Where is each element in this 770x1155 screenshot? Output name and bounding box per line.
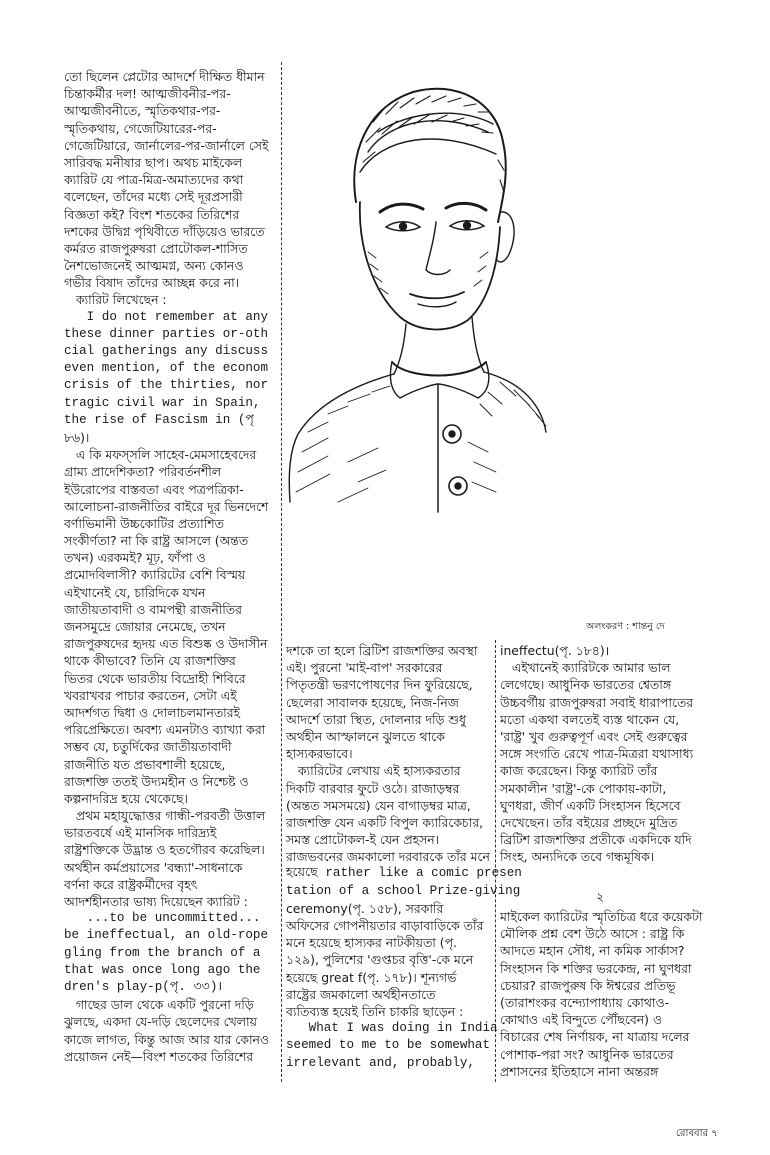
text-line: মনে হয়েছে হাস্যকর নাটকীয়তা (পৃ. (286, 935, 457, 951)
text-line: পরিপ্রেক্ষিতে। অবশ্য এমনটাও ব্যাখ্যা করা (64, 722, 266, 738)
text-line: tragic civil war in Spain, (64, 395, 261, 410)
text-line: রাজপুরুষদের হৃদয় এত বিশুষ্ক ও উদাসীন (64, 636, 268, 652)
text-line: গ্রাম্য প্রাদেশিকতা? পরিবর্তনশীল (64, 464, 222, 480)
text-line: এ কি মফস্সলি সাহেব-মেমসাহেবদের (64, 447, 257, 463)
text-line: ভিতর থেকে ভারতীয় বিদ্রোহী শিবিরে (64, 670, 246, 686)
text-line: প্রশাসনের ইতিহাসে নানা অন্তরঙ্গ (500, 1063, 659, 1079)
text-line: ঝুলছে, একদা যে-দড়ি ছেলেদের খেলায় (64, 1014, 257, 1030)
illustration-credit: অলংকরণ : শান্তনু দে (586, 621, 665, 632)
text-line: the rise of Fascism in (পৃ (64, 412, 254, 427)
text-line: রাজশক্তি ততই উদ্যমহীন ও নিশ্চেষ্ট ও (64, 773, 249, 789)
text-line: হয়েছে great f(পৃ. ১৭৮)। শূন্যগর্ভ (286, 969, 457, 985)
page-folio: রোববার ৭ (676, 1128, 718, 1139)
text-line: সম্ভব যে, চতুর্দিকের জাতীয়তাবাদী (64, 739, 232, 755)
text-line: সিংহাসন কি শক্তির ভরকেন্দ্র, না ঘুণধরা (500, 960, 692, 976)
text-line: দশকে তা হলে ব্রিটিশ রাজশক্তির অবস্থা (286, 643, 478, 658)
text-line: ...to be uncommitted... (64, 911, 261, 926)
text-line: বর্ণনা করে রাষ্ট্রকর্মীদের বৃহৎ (64, 876, 198, 892)
text-line: আদর্শে তারা স্থিত, দোলনার দড়ি শুধু (286, 711, 466, 727)
text-line: ছেলেরা সাবালক হয়েছে, নিজ-নিজ (286, 694, 459, 710)
text-line: রাজভবনের জমকালো দরবারকে তাঁর মনে (286, 849, 490, 865)
text-line: ভারতবর্ষে এই মানসিক দারিদ্র্যই (64, 825, 217, 841)
text-line: হয়েছে rather like a comic presen (286, 866, 522, 881)
text-line: সঙ্গে সংগতি রেখে পাত্র-মিত্ররা যথাসাধ্য (500, 746, 694, 762)
text-line: gling from the branch of a (64, 945, 261, 960)
text-line: (অন্তত সমসময়ে) যেন বাগাড়ম্বর মাত্র, (286, 797, 471, 813)
text-column-right-top (500, 642, 706, 868)
text-line: অফিসের গোপনীয়তার বাড়াবাড়িকে তাঁর (286, 918, 484, 933)
text-line: তখন) এরকমই? মূঢ়, ফাঁপা ও (64, 550, 206, 566)
text-line: these dinner parties or-oth (64, 326, 269, 341)
text-line: থাকে কীভাবে? তিনি যে রাজশক্তির (64, 653, 236, 669)
text-line: গাছের ডাল থেকে একটি পুরনো দড়ি (64, 997, 254, 1013)
text-line: গভীর বিষাদ তাঁদের আচ্ছন্ন করে না। (64, 275, 240, 291)
text-line: কল্পনাদরিদ্র হয়ে থেকেছে। (64, 790, 188, 806)
text-line: চিন্তাকর্মীর দল! আত্মজীবনীর-পর- (64, 86, 231, 102)
text-line: রাজশক্তি যেন একটি বিপুল ক্যারিকেচার, (286, 814, 484, 830)
text-line: ১২৯), পুলিশের 'গুপ্তচর বৃত্তি'-কে মনে (286, 952, 474, 968)
text-line: ঘুণধরা, জীর্ণ একটি সিংহাসন হিসেবে (500, 797, 681, 813)
text-column-right-bottom (500, 908, 706, 1084)
text-line: even mention, of the econom (64, 361, 269, 376)
text-line: (তারাশংকর বন্দ্যোপাধ্যায় কোথাও- (500, 994, 670, 1010)
text-line: ক্যারিট যে পাত্র-মিত্র-অমাত্যদের কথা (64, 172, 244, 188)
text-line: এই। পুরনো 'মাই-বাপ' সরকারের (286, 660, 443, 676)
text-line: ৮৬)। (64, 429, 90, 445)
text-line: দশকের উদ্বিগ্ন পৃথিবীতে দাঁড়িয়েও ভারতে (64, 223, 265, 239)
text-line: পিতৃতন্ত্রী ভরণপোষণের দিন ফুরিয়েছে, (286, 677, 473, 693)
text-line: জাতীয়তাবাদী ও বামপন্থী রাজনীতির (64, 601, 242, 617)
text-line: ইউরোপের বাস্তবতা এবং পত্রপত্রিকা- (64, 481, 244, 497)
text-line: উচ্চবর্গীয় রাজপুরুষরা সবাই ধারাপাতের (500, 694, 694, 710)
text-line: I do not remember at any (64, 309, 269, 324)
text-line: ব্যতিব্যস্ত হয়েই তিনি চাকরি ছাড়েন : (286, 1003, 464, 1019)
text-line: প্রথম মহাযুদ্ধোত্তর গান্ধী-পরবর্তী উত্তাল (64, 808, 266, 824)
text-line: মাইকেল ক্যারিটের স্মৃতিচিত্র ধরে কয়েকটা (500, 909, 703, 924)
text-line: অর্থহীন কর্মপ্রয়াসের 'বন্ধ্যা'-সাধনাকে (64, 859, 243, 875)
text-line: কাজে লাগত, কিন্তু আজ আর যার কোনও (64, 1031, 270, 1047)
text-line: রাষ্ট্রের জমকালো অর্থহীনতাতে (286, 986, 436, 1002)
text-line: ineffectu(পৃ. ১৮৪)। (500, 643, 610, 658)
text-line: ক্যারিট লিখেছেন : (64, 292, 167, 308)
text-line: রাষ্ট্রশক্তিকে উদ্ভ্রান্ত ও হতগৌরব করেছিল। (64, 842, 265, 858)
text-line: কর্মরত রাজপুরুষরা প্রোটোকল-শাসিত (64, 240, 248, 256)
text-line: হাস্যকরভাবে। (286, 746, 353, 762)
text-line: খবরাখবর পাচার করতেন, সেটা এই (64, 687, 237, 703)
text-line: dren's play-p(পৃ. ৩৩)। (64, 979, 223, 994)
text-line: দেখেছেন। তাঁর বইয়ের প্রচ্ছদে মুদ্রিত (500, 814, 678, 830)
portrait-illustration (288, 62, 548, 512)
text-line: seemed to me to be somewhat (286, 1038, 491, 1053)
text-line: সারিবদ্ধ মনীষার ছাপ। অথচ মাইকেল (64, 154, 243, 170)
text-line: কোথাও এই বিন্দুতে পৌঁছবেন) ও (500, 1012, 663, 1028)
text-line: সংকীর্ণতা? না কি রাষ্ট্র আসলে (অন্তত (64, 533, 249, 549)
text-line: ক্যারিটের লেখায় এই হাস্যকরতার (286, 763, 461, 779)
text-line: আদতে মহান সৌধ, না কমিক সার্কাস? (500, 943, 685, 959)
text-line: সমকালীন 'রাষ্ট্র'-কে পোকায়-কাটা, (500, 780, 667, 796)
text-line: প্রমোদবিলাসী? ক্যারিটের বেশি বিস্ময় (64, 567, 246, 583)
text-line: crisis of the thirties, nor (64, 378, 269, 393)
text-line: অর্থহীন আস্ফালনে ঝুলতে থাকে (286, 728, 445, 744)
text-line: নৈশভোজনেই আত্মমগ্ন, অন্য কোনও (64, 258, 244, 274)
text-line: আদর্শহীনতার ভাষ্য দিয়েছেন ক্যারিট : (64, 894, 248, 909)
text-line: বিচারের শেষ নির্ণায়ক, না যাত্রায় দলের (500, 1029, 690, 1045)
text-line: that was once long ago the (64, 962, 261, 977)
text-line: 'রাষ্ট্র' খুব গুরুত্বপূর্ণ এবং সেই গুরুত্বের (500, 728, 688, 744)
text-line: মৌলিক প্রশ্ন বেশ উঠে আসে : রাষ্ট্র কি (500, 926, 685, 942)
text-line: বর্ণাভিমানী উচ্চকোটির প্রত্যাশিত (64, 515, 224, 531)
text-line: বিজ্ঞতা কই? বিংশ শতকের তিরিশের (64, 206, 240, 222)
text-line: সমস্ত প্রোটোকল-ই যেন প্রহসন। (286, 832, 440, 848)
text-line: লেগেছে। আধুনিক ভারতের শ্বেতাঙ্গ (500, 677, 672, 693)
text-line: পোশাক-পরা সং? আধুনিক ভারতের (500, 1046, 674, 1062)
text-line: সিংহ, অন্যদিকে তবে গন্ধমূষিক। (500, 849, 655, 865)
text-line: চেয়ার? রাজপুরুষ কি ঈশ্বরের প্রতিভূ (500, 977, 676, 993)
section-number: ২ (596, 889, 605, 904)
text-line: be ineffectual, an old-rope (64, 928, 269, 943)
text-line: বলেছেন, তাঁদের মধ্যে সেই দূরপ্রসারী (64, 189, 243, 205)
text-line: tation of a school Prize-giving (286, 883, 521, 898)
text-line: irrelevant and, probably, (286, 1055, 475, 1070)
text-line: গেজেটিয়ারে, জার্নালের-পর-জার্নালে সেই (64, 137, 269, 153)
text-line: প্রয়োজন নেই—বিংশ শতকের তিরিশের (64, 1048, 254, 1064)
text-line: দিকটি বারবার ফুটে ওঠে। রাজাড়ম্বর (286, 780, 460, 796)
text-line: আলোচনা-রাজনীতির বাইরে দূর ভিনদেশে (64, 498, 269, 514)
text-line: এইখানেই যে, চারিদিকে যখন (64, 584, 206, 600)
column-rule-left (281, 62, 282, 1082)
text-line: স্মৃতিকথায়, গেজেটিয়ারের-পর- (64, 120, 217, 136)
column-rule-middle (495, 640, 496, 1082)
text-line: ব্রিটিশ রাজশক্তির প্রতীকে একদিকে যদি (500, 832, 692, 848)
text-line: তো ছিলেন প্লেটোর আদর্শে দীক্ষিত ধীমান (64, 69, 265, 84)
text-line: মতো একথা বলতেই ব্যস্ত থাকেন যে, (500, 711, 680, 727)
text-column-left (64, 68, 280, 1084)
text-line: রাজনীতি যত প্রভাবশালী হয়েছে, (64, 756, 226, 772)
text-line: জনসমুদ্রে জোয়ার নেমেছে, তখন (64, 619, 226, 634)
text-line: এইখানেই ক্যারিটকে আমার ভাল (500, 660, 671, 676)
text-column-middle (286, 642, 522, 1082)
text-line: ceremony(পৃ. ১৫৮), সরকারি (286, 900, 444, 916)
text-line: cial gatherings any discuss (64, 344, 269, 358)
text-line: কাজ করেছেন। কিন্তু ক্যারিট তাঁর (500, 763, 658, 779)
text-line: আত্মজীবনীতে, স্মৃতিকথার-পর- (64, 103, 221, 119)
text-line: আদর্শগত দ্বিধা ও দোলাচলমানতারই (64, 704, 240, 720)
text-line: What I was doing in India (286, 1021, 498, 1036)
